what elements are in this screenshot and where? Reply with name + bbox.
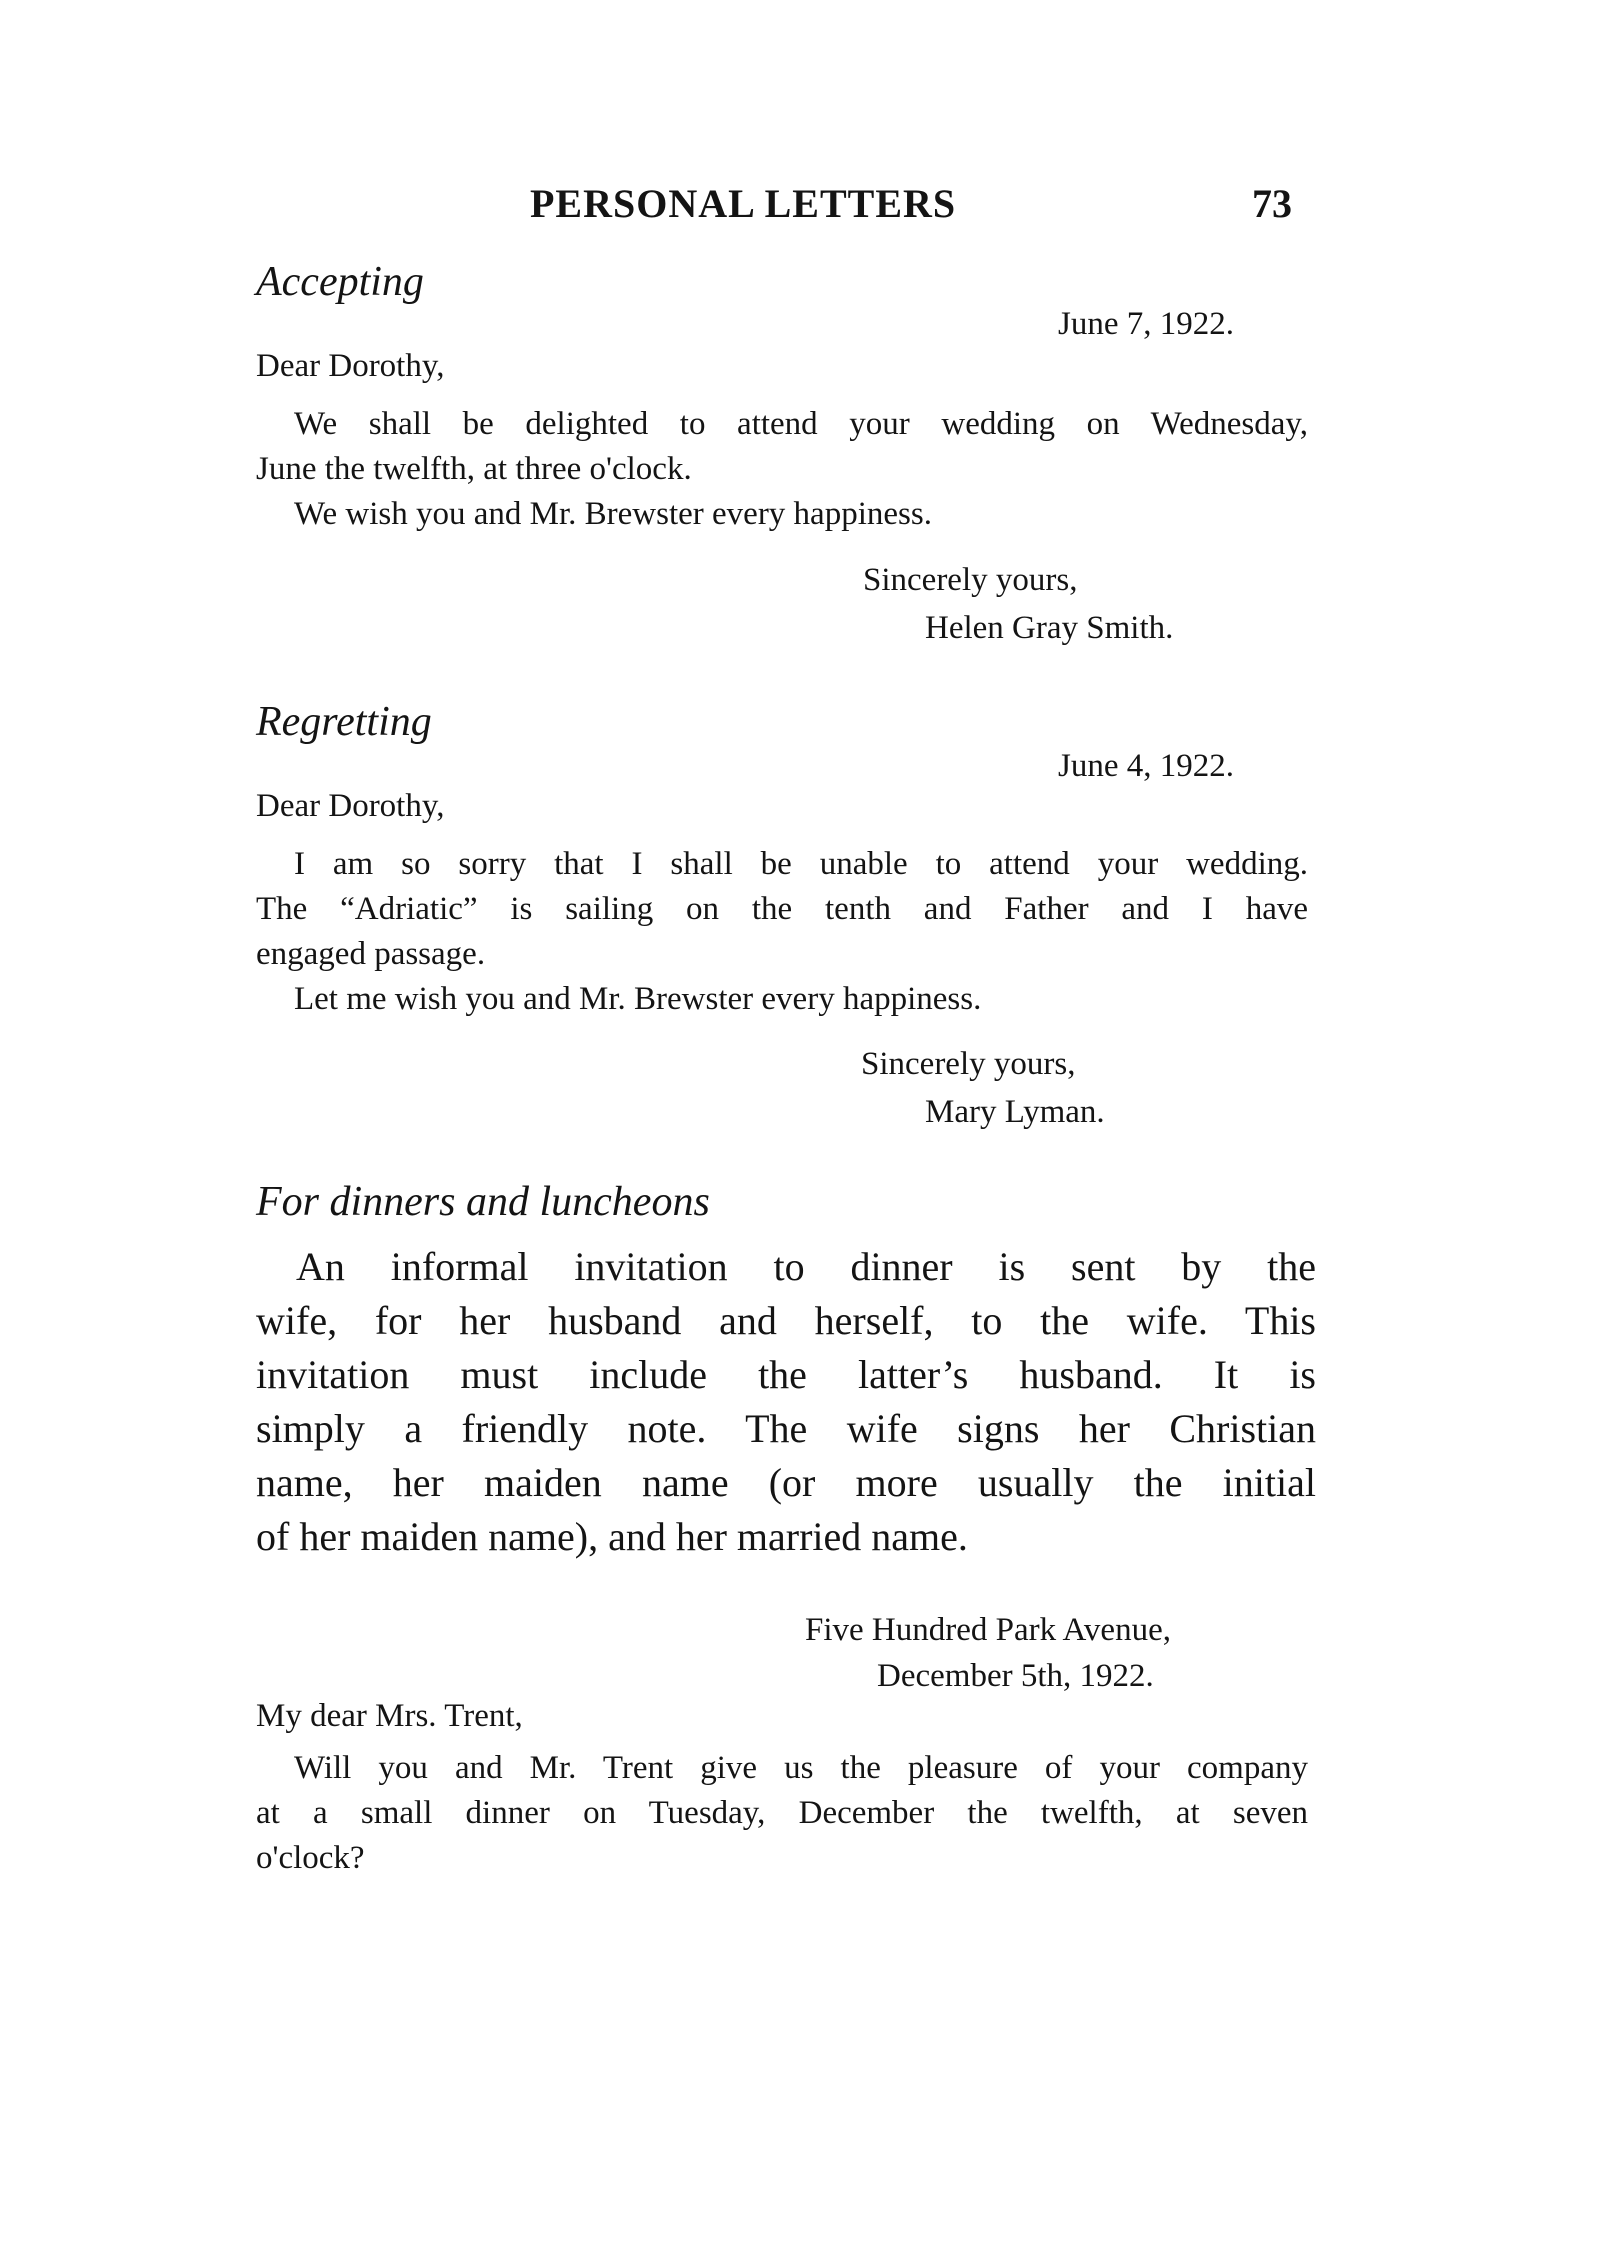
paragraph-line: simply a friendly note. The wife signs her Christian xyxy=(256,1406,1316,1451)
letter-closing: Sincerely yours, xyxy=(861,1046,1076,1082)
salutation: Dear Dorothy, xyxy=(256,348,445,384)
page-number: 73 xyxy=(1252,181,1292,226)
paragraph-line: wife, for her husband and herself, to the wife. This xyxy=(256,1298,1316,1343)
paragraph-line: name, her maiden name (or more usually the initial xyxy=(256,1460,1316,1505)
body-line: We shall be delighted to attend your wedding on Wednesday, xyxy=(294,406,1308,442)
body-line: We wish you and Mr. Brewster every happiness. xyxy=(294,496,932,532)
letter-address: Five Hundred Park Avenue, xyxy=(805,1612,1171,1648)
paragraph-line: invitation must include the latter’s husband. It is xyxy=(256,1352,1316,1397)
body-line: at a small dinner on Tuesday, December the twelfth, at seven xyxy=(256,1795,1308,1831)
paragraph-line: of her maiden name), and her married name. xyxy=(256,1514,968,1559)
letter-date: December 5th, 1922. xyxy=(877,1658,1154,1694)
body-line: Will you and Mr. Trent give us the pleasure of your company xyxy=(294,1750,1308,1786)
body-line: engaged passage. xyxy=(256,936,486,972)
body-line: o'clock? xyxy=(256,1840,365,1876)
salutation: My dear Mrs. Trent, xyxy=(256,1698,523,1734)
letter-body xyxy=(256,1746,1308,1881)
letter-closing: Sincerely yours, xyxy=(863,562,1078,598)
running-title: PERSONAL LETTERS xyxy=(530,181,957,226)
body-line: I am so sorry that I shall be unable to attend your wedding. xyxy=(294,846,1308,882)
section-heading-dinners: For dinners and luncheons xyxy=(256,1179,710,1225)
letter-body xyxy=(256,402,1308,537)
body-line: Let me wish you and Mr. Brewster every happiness. xyxy=(294,981,982,1017)
body-line: The “Adriatic” is sailing on the tenth and Father and I have xyxy=(256,891,1308,927)
letter-date: June 7, 1922. xyxy=(1058,306,1234,342)
letter-signature: Mary Lyman. xyxy=(925,1094,1105,1130)
letter-date: June 4, 1922. xyxy=(1058,748,1234,784)
salutation: Dear Dorothy, xyxy=(256,788,445,824)
letter-body xyxy=(256,842,1308,1022)
page-header xyxy=(0,180,1622,240)
paragraph-line: An informal invitation to dinner is sent by the xyxy=(296,1244,1316,1289)
explanatory-paragraph xyxy=(256,1240,1316,1564)
section-heading-accepting: Accepting xyxy=(256,259,424,305)
section-heading-regretting: Regretting xyxy=(256,699,432,745)
body-line: June the twelfth, at three o'clock. xyxy=(256,451,692,487)
letter-signature: Helen Gray Smith. xyxy=(925,610,1174,646)
